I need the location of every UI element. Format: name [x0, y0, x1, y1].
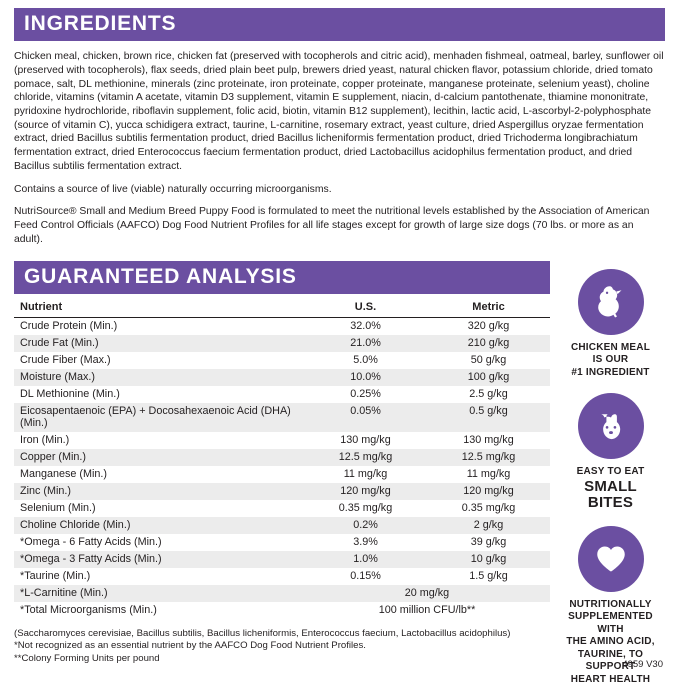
table-row — [14, 335, 550, 352]
badge-column — [556, 261, 665, 700]
cell-us: 0.15% — [350, 570, 381, 583]
cell-us: 0.25% — [350, 388, 381, 401]
ingredients-header: INGREDIENTS — [14, 8, 665, 41]
table-row — [14, 585, 550, 602]
table-row — [14, 317, 550, 335]
cell-us: 32.0% — [350, 320, 381, 333]
badge-line: SUPPLEMENTED WITH — [568, 611, 653, 635]
cell-metric: 2.5 g/kg — [469, 388, 508, 401]
cell-value-span: 20 mg/kg — [304, 585, 550, 602]
cell-nutrient: *Taurine (Min.) — [20, 570, 91, 583]
cell-us: 11 mg/kg — [343, 468, 388, 481]
badge-line: NUTRITIONALLY — [569, 598, 652, 610]
ingredients-paragraph: Chicken meal, chicken, brown rice, chicken fat (preserved with tocopherols and citric acid), menhaden fishmeal, oatmeal, barley, sunflower oil (preserved with tocopherols), flax seeds, dried plain beet pulp, brewers dried yeast, natural chicken flavor, potassium chloride, dried tomato pomace, salt, DL methionine, minerals (zinc proteinate, iron proteinate, copper proteinate, manganese proteinate, selenium yeast), choline chloride, vitamins (vitamin A acetate, vitamin D3 supplement, vitamin E supplement, niacin, d-calcium pantothenate, thiamine mononitrate, pyridoxine hydrochloride, riboflavin supplement, folic acid, biotin, vitamin B12 supplement), lecithin, lactic acid, L-ascorbyl-2-polyphosphate (source of vitamin C), yucca schidigera extract, taurine, L-carnitine, rosemary extract, yeast culture, dried Aspergillus oryzae fermentation extract, dried Bacillus subtilis fermentation product, dried Bacillus licheniformis fermentation product, dried Trichoderma longibrachiatum fermentation extract, dried Enterococcus faecium fermentation product, dried Lactobacillus acidophilus fermentation product, and dried Bacillus subtilis fermentation extract. — [14, 51, 664, 172]
chicken-icon — [578, 269, 644, 335]
cell-metric: 1.5 g/kg — [469, 570, 508, 583]
table-body — [14, 317, 550, 619]
cell-us: 120 mg/kg — [304, 483, 427, 500]
column-header-nutrient: Nutrient — [14, 298, 304, 318]
table-row — [14, 568, 550, 585]
table-header-row — [14, 298, 550, 318]
cell-us: 0.2% — [304, 517, 427, 534]
cell-nutrient: Iron (Min.) — [20, 434, 70, 447]
cell-us: 0.05% — [304, 403, 427, 432]
cell-metric: 39 g/kg — [470, 536, 507, 549]
cell-nutrient: Crude Fiber (Max.) — [20, 354, 111, 367]
cell-nutrient: Moisture (Max.) — [14, 369, 304, 386]
ingredients-paragraph: Contains a source of live (viable) naturally occurring microorganisms. — [14, 183, 332, 195]
table-row — [14, 432, 550, 449]
cell-us: 1.0% — [304, 551, 427, 568]
guaranteed-analysis-header: GUARANTEED ANALYSIS — [14, 261, 550, 294]
badge-small-bites-text — [556, 466, 665, 512]
cell-nutrient: Eicosapentaenoic (EPA) + Docosahexaenoic Acid (DHA) (Min.) — [14, 403, 304, 432]
guaranteed-analysis-left — [14, 261, 550, 665]
table-row — [14, 483, 550, 500]
table-row — [14, 466, 550, 483]
cell-nutrient: Choline Chloride (Min.) — [14, 517, 304, 534]
badge-line-emphasis: BITES — [587, 494, 634, 512]
guaranteed-analysis-notes — [14, 628, 534, 665]
cell-us: 12.5 mg/kg — [304, 449, 427, 466]
badge-chicken-meal — [556, 269, 665, 380]
table-row — [14, 386, 550, 403]
badge-line: HEART HEALTH — [570, 673, 651, 685]
cell-nutrient: *Omega - 3 Fatty Acids (Min.) — [14, 551, 304, 568]
badge-line-emphasis: SMALL — [584, 477, 637, 495]
cell-metric: 130 mg/kg — [463, 434, 514, 447]
badge-line: THE AMINO ACID, — [566, 636, 655, 648]
cell-nutrient: Crude Protein (Min.) — [20, 320, 118, 333]
cell-us: 3.9% — [353, 536, 378, 549]
badge-small-bites — [556, 393, 665, 512]
table-row — [14, 449, 550, 466]
cell-metric: 11 mg/kg — [466, 468, 511, 481]
guaranteed-analysis-section — [14, 261, 665, 700]
cell-metric: 0.5 g/kg — [427, 403, 550, 432]
ingredients-body — [14, 50, 664, 247]
cell-nutrient: Zinc (Min.) — [14, 483, 304, 500]
cell-nutrient: *Omega - 6 Fatty Acids (Min.) — [20, 536, 162, 549]
table-row — [14, 500, 550, 517]
table-row — [14, 369, 550, 386]
badge-chicken-meal-text — [556, 342, 665, 380]
cell-nutrient: Copper (Min.) — [14, 449, 304, 466]
dog-icon — [578, 393, 644, 459]
table-row — [14, 551, 550, 568]
cell-us: 5.0% — [353, 354, 378, 367]
cell-us: 130 mg/kg — [340, 434, 391, 447]
table-row — [14, 602, 550, 619]
badge-line: EASY TO EAT — [576, 466, 645, 478]
column-header-us: U.S. — [304, 298, 427, 318]
note-line: **Colony Forming Units per pound — [14, 652, 160, 664]
heart-icon — [578, 526, 644, 592]
badge-line: CHICKEN MEAL — [570, 341, 651, 353]
note-line: (Saccharomyces cerevisiae, Bacillus subtilis, Bacillus licheniformis, Enterococcus faecium, Lactobacillus acidophilus) — [14, 627, 511, 639]
cell-metric: 12.5 mg/kg — [427, 449, 550, 466]
cell-metric: 210 g/kg — [427, 335, 550, 352]
cell-metric: 2 g/kg — [427, 517, 550, 534]
cell-metric: 50 g/kg — [470, 354, 507, 367]
cell-nutrient: Crude Fat (Min.) — [14, 335, 304, 352]
cell-us: 10.0% — [304, 369, 427, 386]
cell-metric: 0.35 mg/kg — [461, 502, 516, 515]
guaranteed-analysis-table — [14, 298, 550, 619]
note-line: *Not recognized as an essential nutrient by the AAFCO Dog Food Nutrient Profiles. — [14, 640, 366, 652]
cell-metric: 320 g/kg — [467, 320, 510, 333]
table-row — [14, 352, 550, 369]
cell-us: 0.35 mg/kg — [338, 502, 393, 515]
product-code: 4959 V30 — [622, 659, 663, 670]
badge-heart-health-text — [556, 599, 665, 687]
cell-nutrient: Manganese (Min.) — [20, 468, 108, 481]
column-header-metric: Metric — [427, 298, 550, 318]
badge-line: TAURINE, TO SUPPORT — [577, 648, 644, 673]
badge-line: #1 INGREDIENT — [571, 366, 650, 378]
cell-nutrient: Selenium (Min.) — [20, 502, 96, 515]
cell-metric: 120 mg/kg — [427, 483, 550, 500]
cell-nutrient: DL Methionine (Min.) — [20, 388, 120, 401]
ingredients-paragraph: NutriSource® Small and Medium Breed Puppy Food is formulated to meet the nutritional levels established by the Association of American Feed Control Officials (AAFCO) Dog Food Nutrient Profiles for all life stages except for growth of large size dogs (70 lbs. or more as an adult). — [14, 206, 650, 245]
table-row — [14, 403, 550, 432]
cell-value-span: 100 million CFU/lb** — [378, 604, 476, 617]
cell-us: 21.0% — [304, 335, 427, 352]
table-row — [14, 517, 550, 534]
cell-nutrient: *Total Microorganisms (Min.) — [20, 604, 157, 617]
badge-line: IS OUR — [592, 354, 629, 366]
cell-metric: 100 g/kg — [427, 369, 550, 386]
table-row — [14, 534, 550, 551]
cell-metric: 10 g/kg — [427, 551, 550, 568]
cell-nutrient: *L-Carnitine (Min.) — [14, 585, 304, 602]
